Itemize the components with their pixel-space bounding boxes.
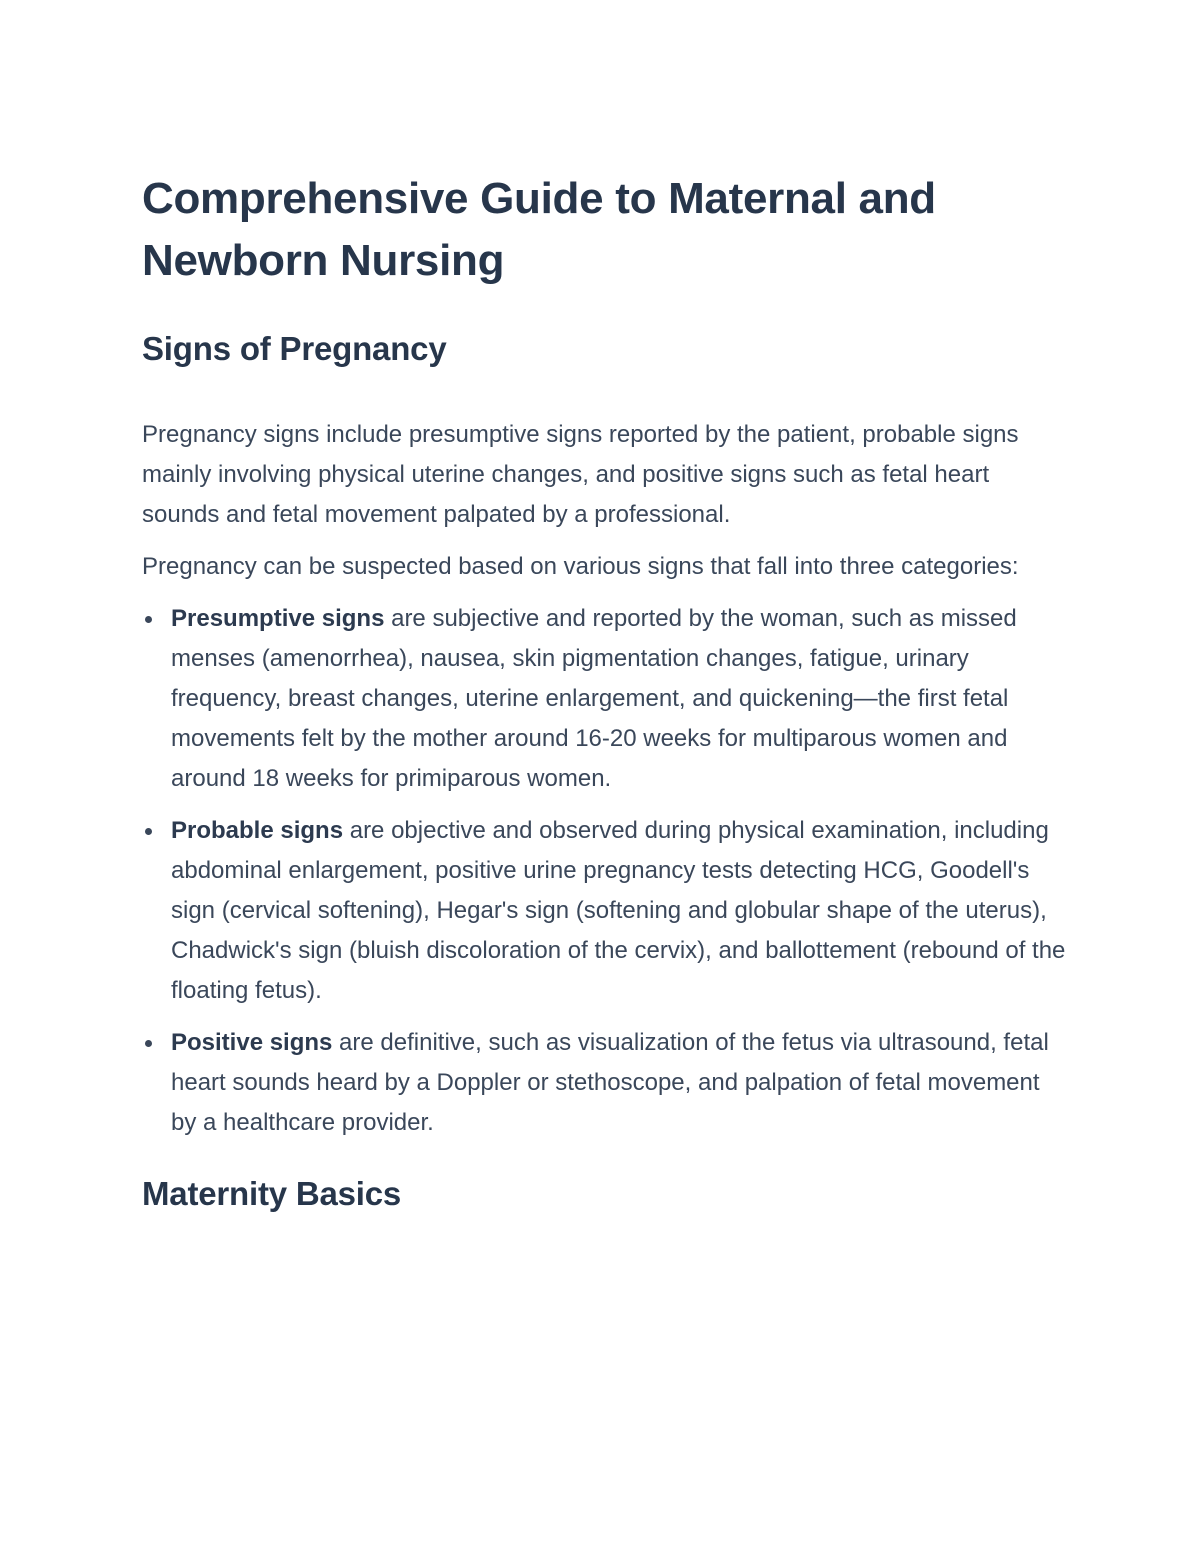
bullet-icon	[145, 828, 152, 835]
bullet-icon	[145, 1040, 152, 1047]
document-page	[142, 168, 1067, 1215]
list-item-probable-signs	[142, 811, 1067, 1011]
term-probable-signs: Probable signs	[171, 817, 344, 844]
document-title: Comprehensive Guide to Maternal and Newborn Nursing	[142, 174, 936, 285]
description-presumptive-signs: are subjective and reported by the woman, such as missed menses (amenorrhea), nausea, skin pigmentation changes, fatigue, urinary frequency, breast changes, uterine enlargement, and quickening—the first fetal movements felt by the mother around 16-20 weeks for multiparous women and around 18 weeks for primiparous women.	[171, 605, 1017, 792]
section-heading-maternity-basics: Maternity Basics	[142, 1175, 402, 1212]
intro-paragraph: Pregnancy signs include presumptive signs reported by the patient, probable signs mainly involving physical uterine changes, and positive signs such as fetal heart sounds and fetal movement palpated by a professional.	[142, 421, 1019, 528]
list-item-presumptive-signs	[142, 599, 1067, 799]
bullet-icon	[145, 616, 152, 623]
description-positive-signs: are definitive, such as visualization of the fetus via ultrasound, fetal heart sounds heard by a Doppler or stethoscope, and palpation of fetal movement by a healthcare provider.	[171, 1029, 1049, 1136]
signs-list	[142, 599, 1067, 1143]
list-item-positive-signs	[142, 1023, 1067, 1143]
categories-paragraph: Pregnancy can be suspected based on various signs that fall into three categories:	[142, 553, 1019, 580]
section-heading-signs-of-pregnancy: Signs of Pregnancy	[142, 330, 447, 367]
term-presumptive-signs: Presumptive signs	[171, 605, 385, 632]
description-probable-signs: are objective and observed during physical examination, including abdominal enlargement, positive urine pregnancy tests detecting HCG, Goodell's sign (cervical softening), Hegar's sign (softening and globular shape of the uterus), Chadwick's sign (bluish discoloration of the cervix), and ballottement (rebound of the floating fetus).	[171, 817, 1066, 1004]
term-positive-signs: Positive signs	[171, 1029, 333, 1056]
